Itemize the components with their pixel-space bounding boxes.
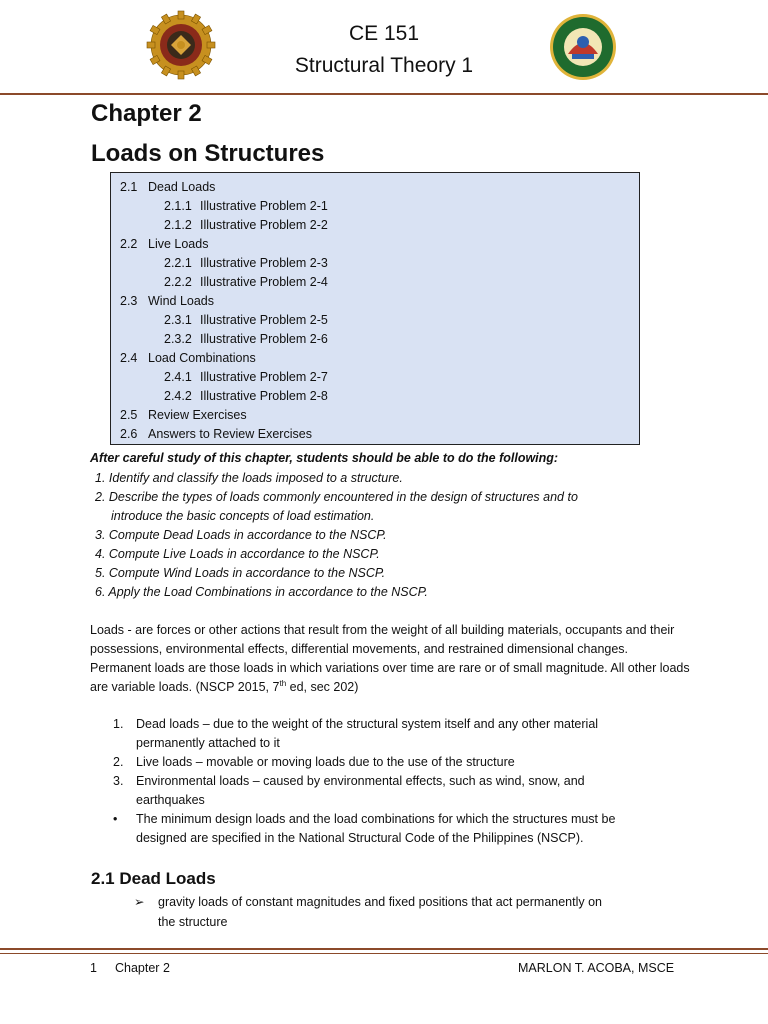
list-item-text: designed are specified in the National Structural Code of the Philippines (NSCP). — [136, 831, 584, 845]
toc-item-number: 2.1.2 — [164, 218, 192, 232]
course-title: Structural Theory 1 — [294, 54, 474, 77]
toc-item-label: Load Combinations — [148, 351, 256, 365]
footer-author: MARLON T. ACOBA, MSCE — [518, 961, 675, 975]
footer-chapter: Chapter 2 — [115, 961, 170, 975]
objective-item: 6. Apply the Load Combinations in accordance to the NSCP. — [95, 585, 428, 599]
toc-item — [164, 330, 328, 349]
toc-item — [164, 254, 328, 273]
toc-item — [120, 425, 312, 444]
toc-item-label: Wind Loads — [148, 294, 215, 308]
section-bullet-text: the structure — [158, 915, 228, 929]
list-item-text: Dead loads – due to the weight of the structural system itself and any other material — [136, 717, 599, 731]
objective-item: 1. Identify and classify the loads imposed to a structure. — [95, 471, 403, 485]
loads-definition-superscript: th — [279, 678, 287, 688]
toc-item-label: Illustrative Problem 2-7 — [200, 370, 328, 384]
toc-item-number: 2.5 — [120, 408, 138, 422]
list-item-text: permanently attached to it — [136, 736, 280, 750]
objective-item: 4. Compute Live Loads in accordance to the NSCP. — [95, 547, 380, 561]
course-code: CE 151 — [348, 22, 420, 45]
toc-item-number: 2.1.1 — [164, 199, 192, 213]
toc-item-label: Illustrative Problem 2-1 — [200, 199, 328, 213]
toc-item — [164, 368, 328, 387]
toc-item — [120, 292, 214, 311]
list-item-text: The minimum design loads and the load combinations for which the structures must be — [136, 812, 616, 826]
toc-item-number: 2.4.2 — [164, 389, 192, 403]
toc-item-label: Answers to Review Exercises — [148, 427, 312, 441]
objective-item: 3. Compute Dead Loads in accordance to the NSCP. — [95, 528, 387, 542]
section-heading: 2.1 Dead Loads — [91, 869, 216, 888]
toc-item — [164, 197, 328, 216]
toc-item-label: Review Exercises — [148, 408, 247, 422]
toc-item-number: 2.4 — [120, 351, 138, 365]
list-marker: • — [113, 812, 118, 826]
toc-item-label: Illustrative Problem 2-3 — [200, 256, 328, 270]
toc-item — [164, 387, 328, 406]
objective-item: 2. Describe the types of loads commonly encountered in the design of structures and to — [95, 490, 578, 504]
toc-item — [120, 349, 256, 368]
chapter-number: Chapter 2 — [91, 100, 202, 127]
toc-item-label: Dead Loads — [148, 180, 216, 194]
list-item-text: Environmental loads – caused by environmental effects, such as wind, snow, and — [136, 774, 585, 788]
toc-item-number: 2.4.1 — [164, 370, 192, 384]
toc-item — [120, 406, 247, 425]
objectives-intro: After careful study of this chapter, students should be able to do the following: — [90, 451, 559, 465]
page-number: 1 — [90, 961, 97, 975]
chapter-title: Loads on Structures — [91, 140, 325, 167]
list-item-text: earthquakes — [136, 793, 205, 807]
header-divider — [0, 93, 768, 95]
arrow-bullet-icon: ➢ — [134, 895, 145, 909]
toc-item — [164, 273, 328, 292]
objective-item: 5. Compute Wind Loads in accordance to the NSCP. — [95, 566, 386, 580]
toc-item-label: Illustrative Problem 2-4 — [200, 275, 328, 289]
toc-item-number: 2.3.1 — [164, 313, 192, 327]
list-item-text: Live loads – movable or moving loads due to the use of the structure — [136, 755, 515, 769]
toc-item-number: 2.6 — [120, 427, 138, 441]
list-marker: 2. — [113, 755, 124, 769]
toc-item-label: Illustrative Problem 2-6 — [200, 332, 328, 346]
toc-item-number: 2.2 — [120, 237, 138, 251]
toc-item — [164, 216, 328, 235]
toc-item-number: 2.2.1 — [164, 256, 192, 270]
toc-item-label: Illustrative Problem 2-8 — [200, 389, 328, 403]
table-of-contents — [110, 172, 640, 445]
objective-item: introduce the basic concepts of load estimation. — [111, 509, 375, 523]
loads-definition-text: Loads - are forces or other actions that result from the weight of all building materials, occupants and their possessions, environmental effects, differential movements, and restrained dimensional changes. Permanent loads are those loads in which variations over time are rare or of small magnitude. All other loads are variable loads. (NSCP 2015, 7 — [90, 623, 690, 694]
toc-item-label: Illustrative Problem 2-2 — [200, 218, 328, 232]
loads-definition — [90, 621, 690, 697]
toc-item-number: 2.3.2 — [164, 332, 192, 346]
loads-definition-tail: ed, sec 202) — [286, 680, 359, 694]
toc-item-number: 2.3 — [120, 294, 138, 308]
toc-item — [120, 178, 215, 197]
list-marker: 1. — [113, 717, 124, 731]
list-marker: 3. — [113, 774, 124, 788]
toc-item-number: 2.2.2 — [164, 275, 192, 289]
toc-item-number: 2.1 — [120, 180, 138, 194]
footer-divider-thin — [0, 953, 768, 954]
footer-divider — [0, 948, 768, 950]
section-bullet-text: gravity loads of constant magnitudes and fixed positions that act permanently on — [158, 895, 603, 909]
toc-item — [164, 311, 328, 330]
toc-item-label: Illustrative Problem 2-5 — [200, 313, 328, 327]
toc-item-label: Live Loads — [148, 237, 209, 251]
toc-item — [120, 235, 208, 254]
